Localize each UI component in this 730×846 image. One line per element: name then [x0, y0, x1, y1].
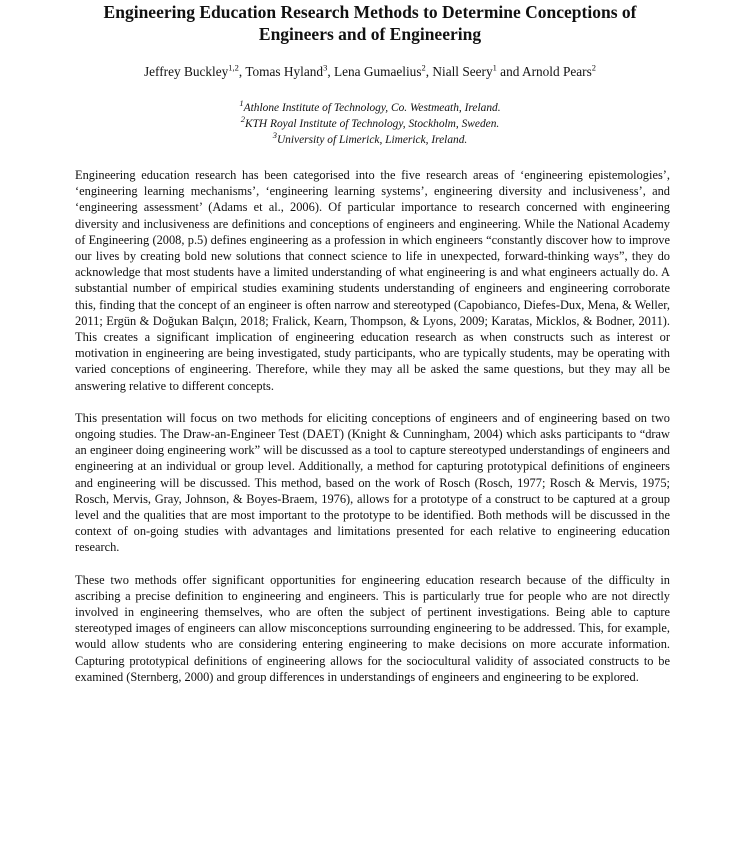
body-paragraph-2: This presentation will focus on two methods for eliciting conceptions of engineers and of engineering based on two ongoing studies. The Draw-an-Engineer Test (DAET) (Knight & Cunningham, 2004) which asks participants to “draw an engineer doing engineering work” will be discussed as a tool to capture stereotyped understandings of engineers and engineering at an individual or group level. Additionally, a method for capturing prototypical definitions of engineers and engineering will be discussed. This method, based on the work of Rosch (Rosch, 1977; Rosch & Mervis, 1975; Rosch, Mervis, Gray, Johnson, & Boyes-Braem, 1976), allows for a prototype of a construct to be captured at a group level and the qualities that are most important to the prototype to be identified. Both methods will be discussed in the context of on-going studies with advantages and limitations presented for each relative to engineering education research. — [75, 410, 670, 555]
author: Lena Gumaelius$^2$, — [333, 62, 433, 79]
affiliation: $^2$KTH Royal Institute of Technology, Stockholm, Sweden. — [240, 114, 500, 130]
author: Jeffrey Buckley$^{1,2}$, — [143, 62, 246, 79]
paper-title — [60, 1, 680, 45]
title-line-2: Engineers and of Engineering — [258, 24, 482, 44]
affiliation-list — [60, 98, 680, 148]
abstract-body — [75, 167, 670, 701]
affiliation: $^3$University of Limerick, Limerick, Ireland. — [272, 129, 468, 146]
affiliation: $^1$Athlone Institute of Technology, Co. Westmeath, Ireland. — [239, 98, 501, 114]
body-paragraph-3: These two methods offer significant opportunities for engineering education research because of the difficulty in ascribing a precise definition to engineering and engineers. This is particularly true for people who are not directly involved in engineering themselves, who are often the subject of pertinent investigations. Being able to capture stereotyped images of engineers can allow misconceptions surrounding engineering to be addressed. This, for example, would allow students who are considering entering engineering to make decisions on more accurate information. Capturing prototypical definitions of engineering allows for the sociocultural validity of associated constructs to be examined (Sternberg, 2000) and group differences in understandings of engineers and engineering to be explored. — [75, 572, 670, 684]
author: Tomas Hyland$^3$, — [245, 62, 334, 79]
body-paragraph-1: Engineering education research has been categorised into the five research areas of ‘engineering epistemologies’, ‘engineering learning mechanisms’, ‘engineering learning systems’, engineering diversity and inclusiveness’, and ‘engineering assessment’ (Adams et al., 2006). Of particular importance to research concerned with engineering diversity and inclusiveness are definitions and conceptions of engineers and engineering. While the National Academy of Engineering (2008, p.5) defines engineering as a profession in which engineers “constantly discover how to improve our lives by creating bold new solutions that connect science to life in unexpected, forward-thinking ways”, they do acknowledge that most students have a limited understanding of what engineering is and what engineers actually do. A substantial number of empirical studies examining students understanding of engineers and engineering corroborate this, finding that the concept of an engineer is often narrow and stereotyped (Capobianco, Diefes-Dux, Mena, & Weller, 2011; Ergün & Doğukan Balçın, 2018; Fralick, Kearn, Thompson, & Lyons, 2009; Karatas, Micklos, & Bodner, 2011). This creates a significant implication of engineering education research as when constructs such as interest or motivation in engineering are being investigated, study participants, who are typically students, may be operating with varied conceptions of engineering. Therefore, while they may all be asked the same questions, but they may all be answering relative to different concepts. — [75, 168, 670, 393]
title-line-1: Engineering Education Research Methods to Determine Conceptions of — [103, 2, 637, 22]
author: Arnold Pears$^2$ — [521, 62, 597, 79]
author: Niall Seery$^1$ and — [432, 62, 522, 79]
author-list — [60, 63, 680, 81]
